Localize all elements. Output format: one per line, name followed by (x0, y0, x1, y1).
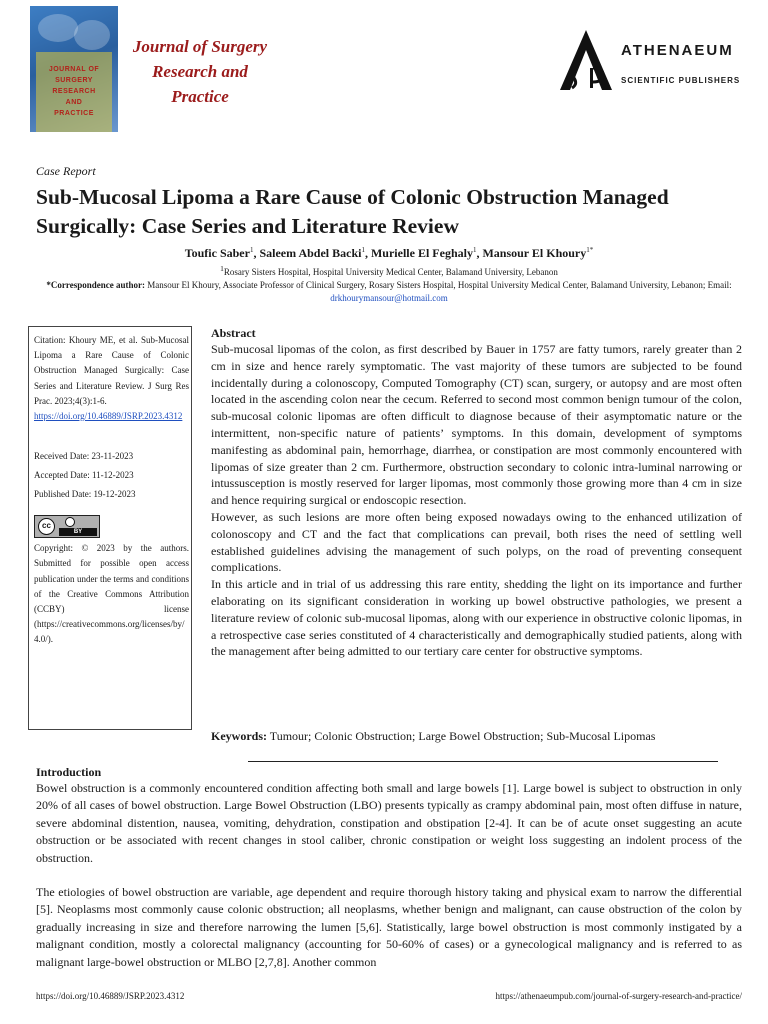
keywords: Keywords: Tumour; Colonic Obstruction; Large Bowel Obstruction; Sub-Mucosal Lipomas (211, 729, 656, 743)
body-paragraph: Bowel obstruction is a commonly encountered condition affecting both small and large bowels [1]. Large bowel is subject to obstruction in only 20% of all cases of bowel obstruction. Large Bowel Obstruction (LBO) presents typically as crampy abdominal pain, most often diffuse in nature, severe abdominal distention, nausea, vomiting, dehydration, constipation and obstipation [2-4]. It can be of acute onset suggesting an acute obstruction or be associated with recent changes in stool caliber, chronic constipation or weight loss suggesting an indolent process of the obstruction. (36, 781, 742, 865)
body-paragraph: The etiologies of bowel obstruction are variable, age dependent and require thorough history taking and physical exam to narrow the differential [5]. Neoplasms most commonly cause colonic obstruction; all neoplasms, whether benign and malignant, can cause obstruction of the colon by gradually increasing in size and therefore narrowing the lumen [5,6]. Statistically, large bowel obstruction is most commonly instigated by a malignant condition, mostly a colorectal malignancy (accounting for 50-60% of cases) or a gynecological malignancy and is referred to as malignant large-bowel obstruction or MLBO [2,7,8]. Another common (36, 885, 742, 969)
correspondence: *Correspondence author: Mansour El Khoury, Associate Professor of Clinical Surgery, Rosary Sisters Hospital, Hospital University Medical Center, Balamand University, Lebanon; Email: drkhourymansour@hotmail.com (46, 280, 732, 303)
section-divider (248, 761, 718, 762)
athenaeum-logo-icon (554, 28, 618, 92)
person-icon (65, 517, 75, 527)
author-name: Toufic Saber (184, 246, 250, 260)
correspondence-email-link[interactable]: drkhourymansour@hotmail.com (330, 293, 448, 303)
copyright-text: Copyright: © 2023 by the authors. Submitted for possible open access publication under the terms and conditions of the Creative Commons Attribution (CCBY) license (https://creativecommons.org/licenses/by/4.0/). (34, 543, 189, 645)
article-type: Case Report (36, 164, 96, 178)
publisher-name: ATHENAEUM (621, 42, 734, 59)
publisher-subtitle: SCIENTIFIC PUBLISHERS (621, 76, 741, 85)
cover-title: JOURNAL OF SURGERY RESEARCH AND PRACTICE (48, 66, 100, 117)
abstract-paragraph: Sub-mucosal lipomas of the colon, as first described by Bauer in 1757 are fatty tumors, rarely greater than 2 cm in size and hence rarely symptomatic. The vast majority of these tumors are subjected to be found incidentally during a colonoscopy, Computed Tomography (CT) scan, surgery, or autopsy and are most often located in the ascending colon near the cecum. Referred to second most common benign tumour of the colon, sub-mucosal colonic lipomas are often difficult to diagnose because of their asymptomatic nature or the intermittent, non-specific nature of patients’ symptoms. In this domain, development of symptoms manifesting as abdominal pain, hemorrhage, diarrhea, or constipation are most commonly encountered with lipomas of size greater than 2 cm. Furthermore, obstruction secondary to colonic intra-luminal narrowing or intussusception is mostly reserved for larger lipomas, most commonly those growing more than 4 cm in size and hence requiring surgical or endoscopic resection. (211, 342, 742, 508)
received-date: Received Date: 23-11-2023 (34, 451, 134, 462)
author-name: Mansour El Khoury (482, 246, 587, 260)
cc-by-license-icon[interactable]: cc BY (34, 515, 100, 538)
introduction-heading: Introduction (36, 765, 102, 779)
abstract-paragraph: In this article and in trial of us addressing this rare entity, shedding the light on its importance and further elaborating on its significant consideration in working up bowel obstructive pathologies, we present a literature review of colonic sub-mucosal lipomas, along with our experience in obstructive colonic lipomas, in a retrospective case series constituted of 4 characteristically and demographically studied patients, along with the management after being admitted to our tertiary care center for obstructive symptoms. (211, 577, 742, 659)
citation-text: Citation: Khoury ME, et al. Sub-Mucosal Lipoma a Rare Cause of Colonic Obstruction Managed Surgically: Case Series and Literature Review. J Surg Res Prac. 2023;4(3):1-6. (34, 335, 189, 406)
author-list: Toufic Saber$^1$, Saleem Abdel Backi$^1$, Murielle El Feghaly$^1$, Mansour El Khoury$^{1*}$ (184, 246, 594, 260)
journal-cover-image (30, 6, 118, 132)
introduction-section (36, 765, 742, 971)
author-name: Saleem Abdel Backi (259, 246, 362, 260)
abstract-paragraph: However, as such lesions are more often being exposed nowadays owing to the enhanced utilization of colonoscopy and CT and the fact that complications can prevail, both rises the need of settling well established guidelines advising the management of such polyps, on the road of preventing consequent complications. (211, 509, 742, 575)
author-name: Murielle El Feghaly (370, 246, 473, 260)
article-title: Sub-Mucosal Lipoma a Rare Cause of Colonic Obstruction Managed Surgically: Case Series and Literature Review (36, 185, 669, 238)
article-dates (34, 447, 191, 504)
footer-journal-link[interactable]: https://athenaeumpub.com/journal-of-surgery-research-and-practice/ (495, 991, 742, 1001)
accepted-date: Accepted Date: 11-12-2023 (34, 470, 134, 481)
abstract-section (211, 326, 742, 660)
published-date: Published Date: 19-12-2023 (34, 489, 136, 500)
footer-doi-link[interactable]: https://doi.org/10.46889/JSRP.2023.4312 (36, 991, 185, 1001)
affiliation: $^1$Rosary Sisters Hospital, Hospital University Medical Center, Balamand University, Lebanon (220, 264, 558, 277)
citation-sidebar (28, 326, 192, 730)
abstract-heading: Abstract (211, 326, 256, 340)
journal-title: Journal of Surgery Research and Practice (132, 37, 268, 106)
doi-link[interactable]: https://doi.org/10.46889/JSRP.2023.4312 (34, 411, 183, 422)
